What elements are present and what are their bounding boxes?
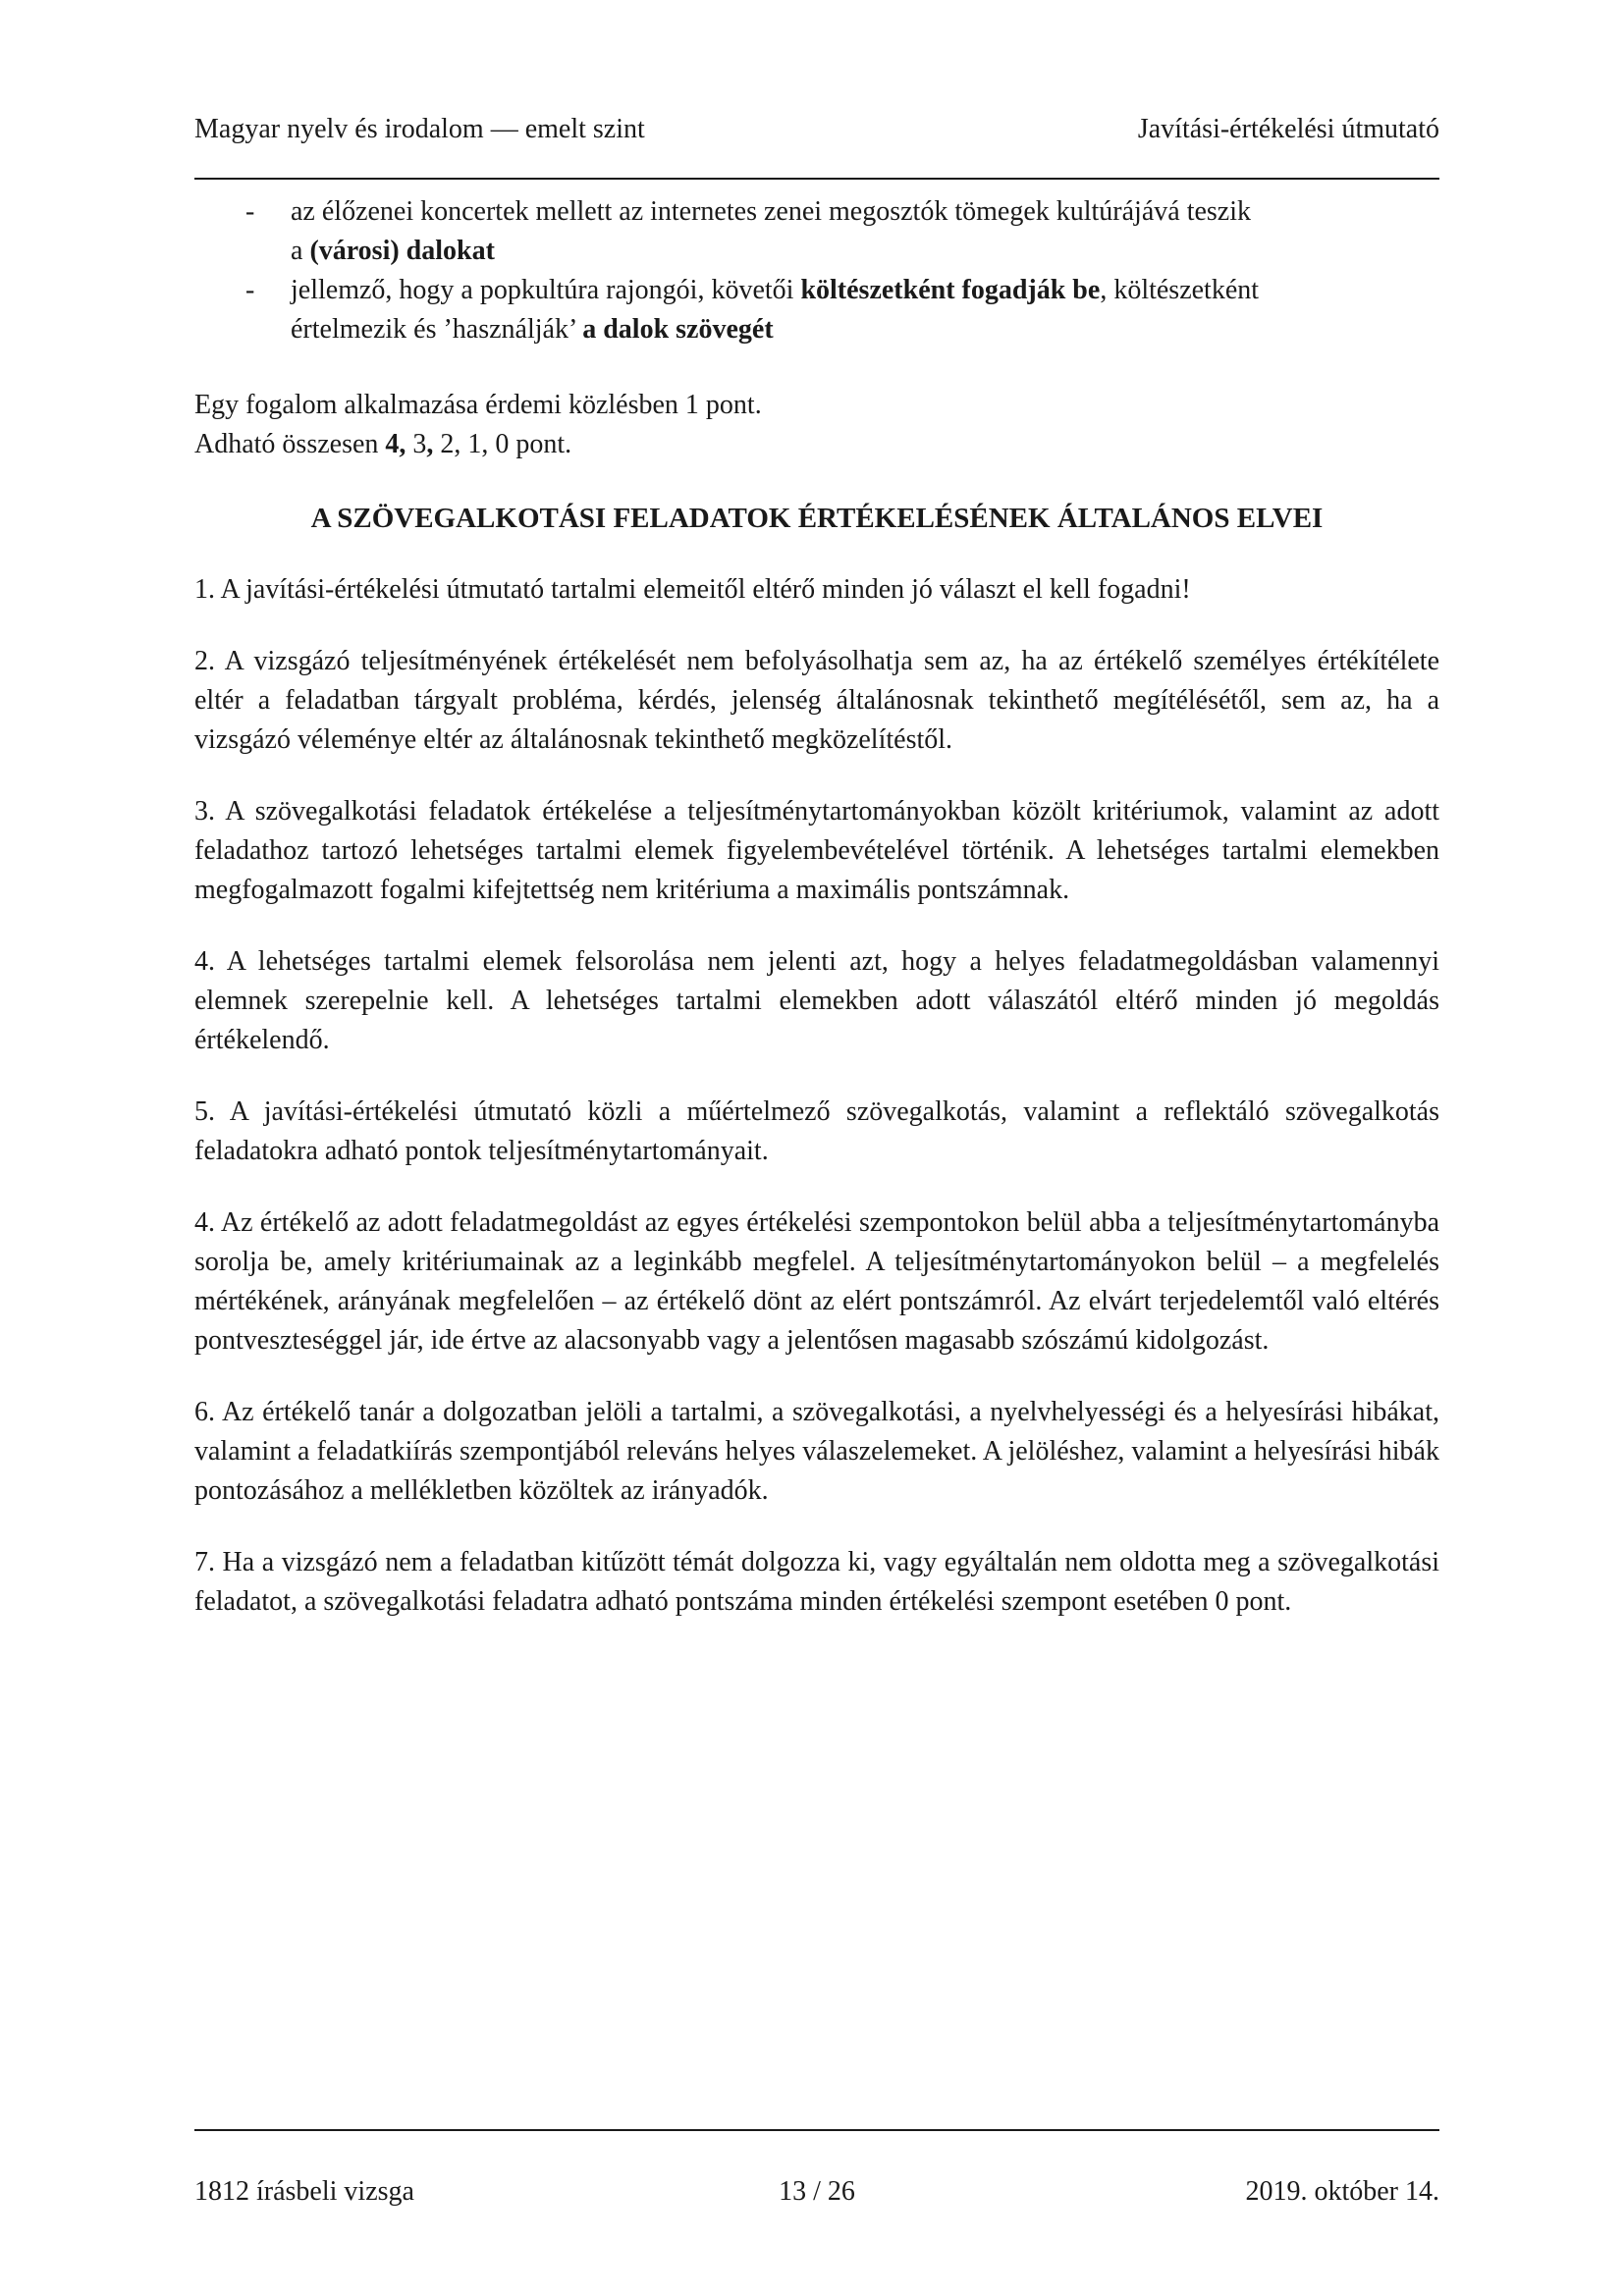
- principle-paragraph: 7. Ha a vizsgázó nem a feladatban kitűzött témát dolgozza ki, vagy egyáltalán nem oldotta meg a szövegalkotási feladatot, a szövegalkotási feladatra adható pontszáma minden értékelési szempont esetében 0 pont.: [194, 1547, 1439, 1617]
- footer-exam-code: 1812 írásbeli vizsga: [194, 2176, 414, 2207]
- bullet-emphasis: a dalok szövegét: [582, 314, 774, 345]
- footer-rule: [194, 2129, 1439, 2131]
- footer-page-number: 13 / 26: [779, 2176, 855, 2207]
- principle-paragraph: 6. Az értékelő tanár a dolgozatban jelöli a tartalmi, a szövegalkotási, a nyelvhelyességi és a helyesírási hibákat, valamint a feladatkiírás szempontjából releváns helyes válaszelemeket. A jelöléshez, valamint a helyesírási hibák pontozásához a mellékletben közöltek az irányadók.: [194, 1397, 1439, 1506]
- bullet-item: - az élőzenei koncertek mellett az internetes zenei megosztók tömegek kultúrájává teszik a (városi) dalokat: [194, 192, 1439, 271]
- scoring-note: [194, 386, 1439, 464]
- principle-paragraph: 3. A szövegalkotási feladatok értékelése a teljesítménytartományokban közölt kritériumok, valamint az adott feladathoz tartozó lehetséges tartalmi elemek figyelembevételével történik. A lehetséges tartalmi elemekben megfogalmazott fogalmi kifejtettség nem kritériuma a maximális pontszámnak.: [194, 796, 1439, 905]
- bullet-marker: -: [245, 196, 255, 227]
- bullet-emphasis: költészetként fogadják be: [800, 275, 1101, 305]
- header-document-type: Javítási-értékelési útmutató: [1137, 114, 1439, 144]
- header-rule: [194, 178, 1439, 180]
- scoring-rule: Egy fogalom alkalmazása érdemi közlésben 1 pont.: [194, 390, 762, 420]
- principle-paragraph: 4. A lehetséges tartalmi elemek felsorolása nem jelenti azt, hogy a helyes feladatmegoldásban valamennyi elemnek szerepelnie kell. A lehetséges tartalmi elemekben adott válaszától eltérő minden jó megoldás értékelendő.: [194, 946, 1439, 1055]
- section-title: A SZÖVEGALKOTÁSI FELADATOK ÉRTÉKELÉSÉNEK ÁLTALÁNOS ELVEI: [310, 503, 1324, 534]
- footer-date: 2019. október 14.: [1245, 2176, 1439, 2207]
- bullet-text: jellemző, hogy a popkultúra rajongói, követői: [291, 275, 801, 305]
- bullet-marker: -: [245, 275, 255, 305]
- bullet-item: - jellemző, hogy a popkultúra rajongói, követői költészetként fogadják be, költészetként értelmezik és ’használják’ a dalok szövegét: [194, 271, 1439, 349]
- header-subject: Magyar nyelv és irodalom — emelt szint: [194, 114, 645, 144]
- bullet-text: az élőzenei koncertek mellett az internetes zenei megosztók tömegek kultúrájává teszik: [291, 196, 1252, 227]
- page-body: [194, 192, 1439, 1622]
- principle-paragraph: 2. A vizsgázó teljesítményének értékelését nem befolyásolhatja sem az, ha az értékelő személyes értékítélete eltér a feladatban tárgyalt probléma, kérdés, jelenség általánosnak tekinthető megítélésétől, sem az, ha a vizsgázó véleménye eltér az általánosnak tekinthető megközelítéstől.: [194, 646, 1439, 755]
- principle-paragraph: 4. Az értékelő az adott feladatmegoldást az egyes értékelési szempontokon belül abba a teljesítménytartományba sorolja be, amely kritériumainak az a leginkább megfelel. A teljesítménytartományokon belül – a megfelelés mértékének, arányának megfelelően – az értékelő dönt az elért pontszámról. Az elvárt terjedelemtől való eltérés pontveszteséggel jár, ide értve az alacsonyabb vagy a jelentősen magasabb szószámú kidolgozást.: [194, 1207, 1439, 1356]
- document-page: [194, 0, 1439, 2296]
- scoring-total: Adható összesen 4, 3, 2, 1, 0 pont.: [194, 429, 572, 459]
- principle-paragraph: 1. A javítási-értékelési útmutató tartalmi elemeitől eltérő minden jó választ el kell fogadni!: [194, 574, 1191, 605]
- principle-paragraph: 5. A javítási-értékelési útmutató közli a műértelmező szövegalkotás, valamint a reflektáló szövegalkotás feladatokra adható pontok teljesítménytartományait.: [194, 1096, 1439, 1166]
- page-header: [194, 112, 1439, 147]
- bullet-emphasis: (városi) dalokat: [309, 236, 495, 266]
